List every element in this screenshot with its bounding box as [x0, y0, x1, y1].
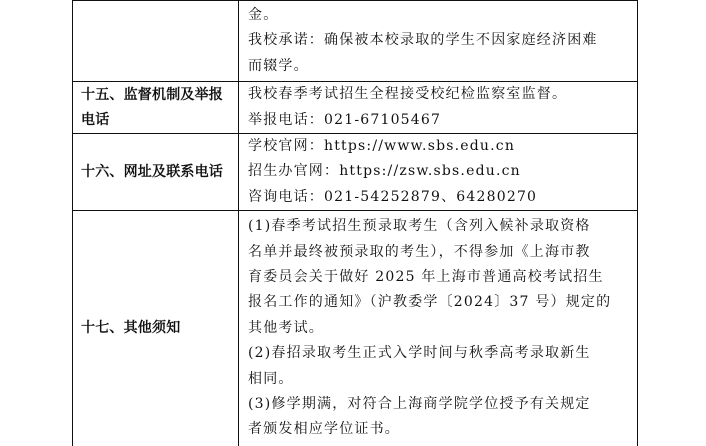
content-line: 名单并最终被预录取的考生），不得参加《上海市教 [248, 243, 591, 260]
content-line: 而辍学。 [248, 57, 309, 74]
label-line: 电话 [81, 111, 110, 128]
row-content-other-notes [239, 211, 638, 446]
content-line: (2)春招录取考生正式入学时间与秋季高考录取新生 [248, 345, 591, 362]
row-label-supervision [73, 82, 239, 134]
content-line: 金。 [248, 7, 279, 23]
content-line: 我校承诺：确保被本校录取的学生不因家庭经济困难 [248, 32, 598, 49]
school-website: 学校官网：https://www.sbs.edu.cn [248, 138, 516, 154]
content-line: 相同。 [248, 370, 294, 387]
content-line: 育委员会关于做好 2025 年上海市普通高校考试招生 [248, 269, 604, 286]
table-row-other-notes [73, 211, 638, 446]
label-line: 十六、网址及联系电话 [81, 163, 223, 180]
row-label-contact [73, 134, 239, 211]
content-line: 我校春季考试招生全程接受校纪检监察室监督。 [248, 86, 568, 103]
table-row-supervision [73, 82, 638, 134]
table-row-contact [73, 134, 638, 211]
row-label-empty [73, 1, 239, 82]
row-content-contact [239, 134, 638, 211]
admissions-website: 招生办官网：https://zsw.sbs.edu.cn [248, 163, 521, 180]
label-line: 十五、监督机制及举报 [81, 86, 223, 103]
row-content-scholarship [239, 1, 638, 82]
row-content-supervision [239, 82, 638, 134]
label-line: 十七、其他须知 [81, 320, 181, 337]
content-line: (1)春季考试招生预录取考生（含列入候补录取资格 [248, 218, 591, 235]
table-row-continued [73, 1, 638, 82]
content-line: 其他考试。 [248, 319, 324, 336]
row-label-other-notes [73, 211, 239, 446]
content-line: 者颁发相应学位证书。 [248, 421, 400, 438]
content-line: 报名工作的通知》（沪教委学〔2024〕37 号）规定的 [248, 294, 612, 311]
report-phone: 举报电话：021-67105467 [248, 111, 442, 128]
admission-info-table [72, 0, 638, 446]
content-line: (3)修学期满，对符合上海商学院学位授予有关规定 [248, 396, 591, 413]
inquiry-phone: 咨询电话：021-54252879、64280270 [248, 188, 538, 205]
